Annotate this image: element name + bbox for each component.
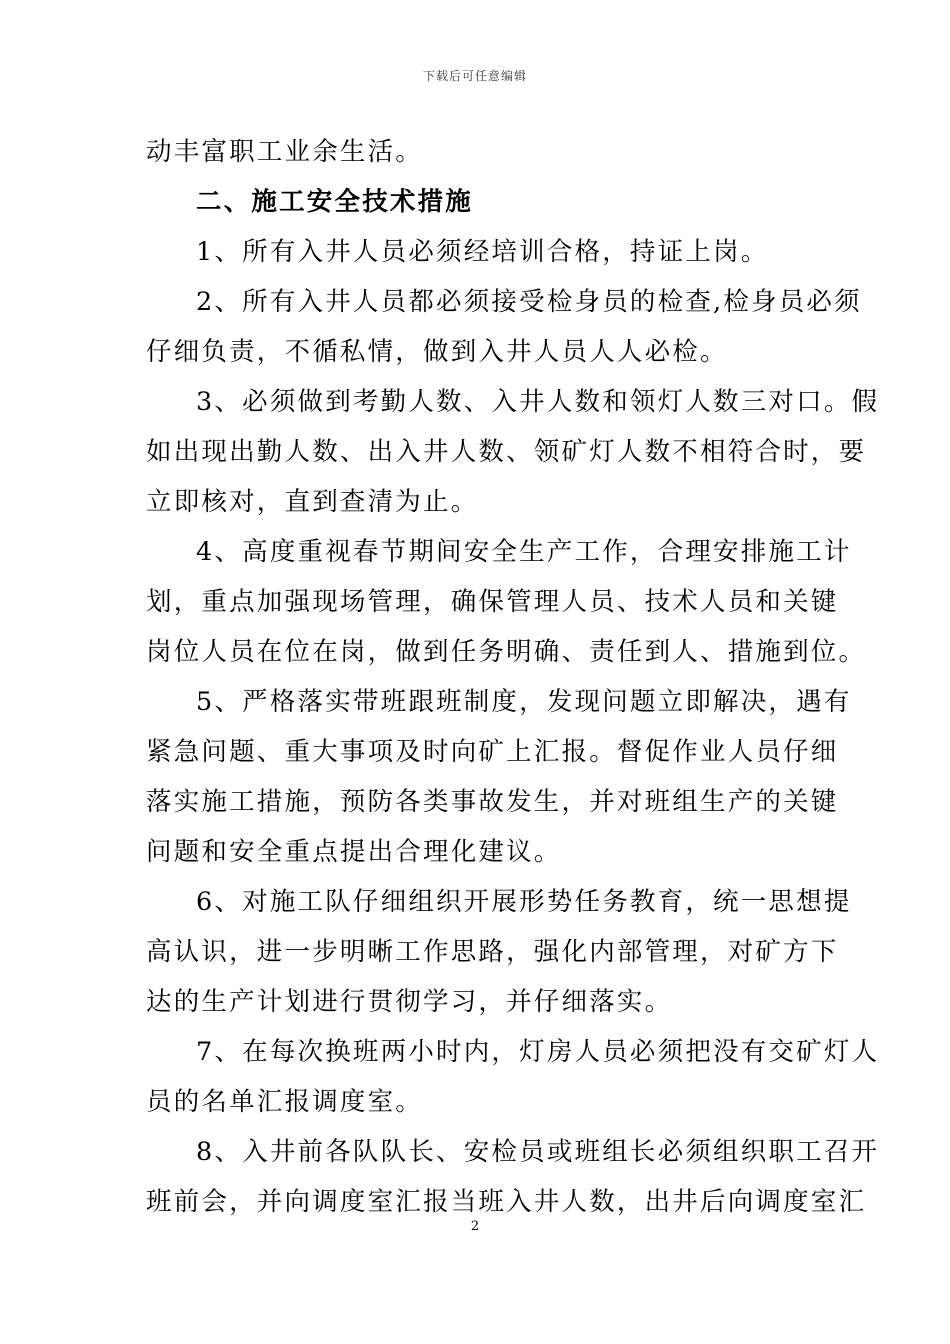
item-4-line: 划，重点加强现场管理，确保管理人员、技术人员和关键: [146, 587, 839, 617]
header-note: 下载后可任意编辑: [422, 69, 527, 83]
item-7-line: 员的名单汇报调度室。: [146, 1087, 424, 1117]
item-2-line: 2、所有入井人员都必须接受检身员的检查,检身员必须: [196, 287, 862, 317]
page-number: 2: [470, 1219, 480, 1234]
section-heading: 二、施工安全技术措施: [196, 187, 474, 217]
body-line: 动丰富职工业余生活。: [146, 137, 424, 167]
item-5-line: 问题和安全重点提出合理化建议。: [146, 837, 562, 867]
item-6-line: 6、对施工队仔细组织开展形势任务教育，统一思想提: [196, 887, 852, 917]
item-1-line: 1、所有入井人员必须经培训合格，持证上岗。: [196, 237, 769, 267]
item-3-line: 3、必须做到考勤人数、入井人数和领灯人数三对口。假: [196, 387, 880, 417]
item-5-line: 紧急问题、重大事项及时向矿上汇报。督促作业人员仔细: [146, 737, 839, 767]
item-7-line: 7、在每次换班两小时内，灯房人员必须把没有交矿灯人: [196, 1037, 880, 1067]
item-4-line: 4、高度重视春节期间安全生产工作，合理安排施工计: [196, 537, 852, 567]
item-2-line: 仔细负责，不循私情，做到入井人员人人必检。: [146, 337, 728, 367]
item-5-line: 5、严格落实带班跟班制度，发现问题立即解决，遇有: [196, 687, 852, 717]
item-3-line: 如出现出勤人数、出入井人数、领矿灯人数不相符合时，要: [146, 437, 867, 467]
item-5-line: 落实施工措施，预防各类事故发生，并对班组生产的关键: [146, 787, 839, 817]
item-6-line: 达的生产计划进行贯彻学习，并仔细落实。: [146, 987, 673, 1017]
item-3-line: 立即核对，直到查清为止。: [146, 487, 479, 517]
item-4-line: 岗位人员在位在岗，做到任务明确、责任到人、措施到位。: [146, 637, 867, 667]
document-body: [146, 127, 880, 1227]
item-8-line: 班前会，并向调度室汇报当班入井人数，出井后向调度室汇: [146, 1187, 867, 1217]
item-6-line: 高认识，进一步明晰工作思路，强化内部管理，对矿方下: [146, 937, 839, 967]
item-8-line: 8、入井前各队队长、安检员或班组长必须组织职工召开: [196, 1137, 880, 1167]
